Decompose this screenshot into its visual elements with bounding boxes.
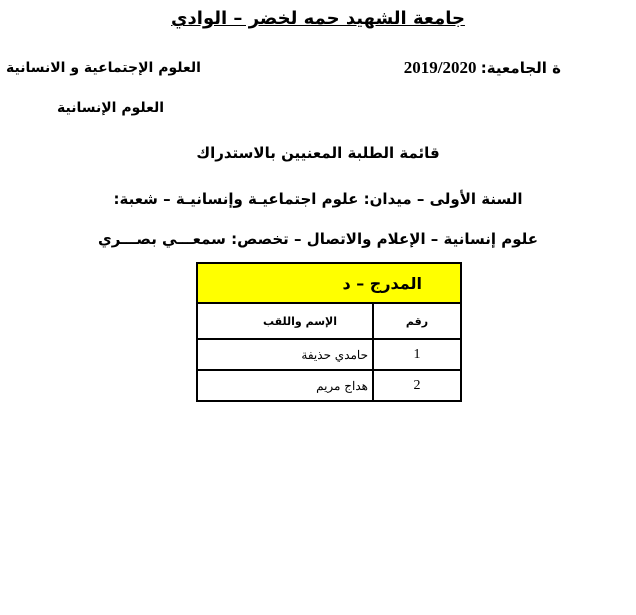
table-row (197, 370, 461, 401)
faculty-name: العلوم الإجتماعية و الانسانية (6, 60, 201, 76)
column-header-number: رقم (373, 303, 461, 339)
program-info-line-1: السنة الأولى – ميدان: علوم اجتماعيـة وإنسانيـة – شعبة: (113, 190, 523, 208)
row-student-name: هداج مريم (197, 370, 373, 401)
table-row (197, 339, 461, 370)
department-name: العلوم الإنسانية (57, 100, 165, 116)
academic-year (404, 58, 561, 78)
academic-year-label: ة الجامعية: (480, 59, 561, 77)
table-column-headers (197, 303, 461, 339)
column-header-name: الإسم واللقب (197, 303, 373, 339)
row-student-name: حامدي حذيفة (197, 339, 373, 370)
university-title: جامعة الشهيد حمه لخضر – الوادي (171, 8, 465, 29)
row-number: 2 (373, 370, 461, 401)
table-section-header: المدرج – د (197, 263, 461, 303)
row-number: 1 (373, 339, 461, 370)
list-title: قائمة الطلبة المعنيين بالاستدراك (196, 144, 440, 162)
program-info-line-2: علوم إنسانية – الإعلام والاتصال – تخصص: سمعـــي بصـــري (97, 230, 539, 248)
academic-year-value: 2019/2020 (403, 58, 477, 77)
students-table-container (196, 262, 462, 402)
students-table (196, 262, 462, 402)
